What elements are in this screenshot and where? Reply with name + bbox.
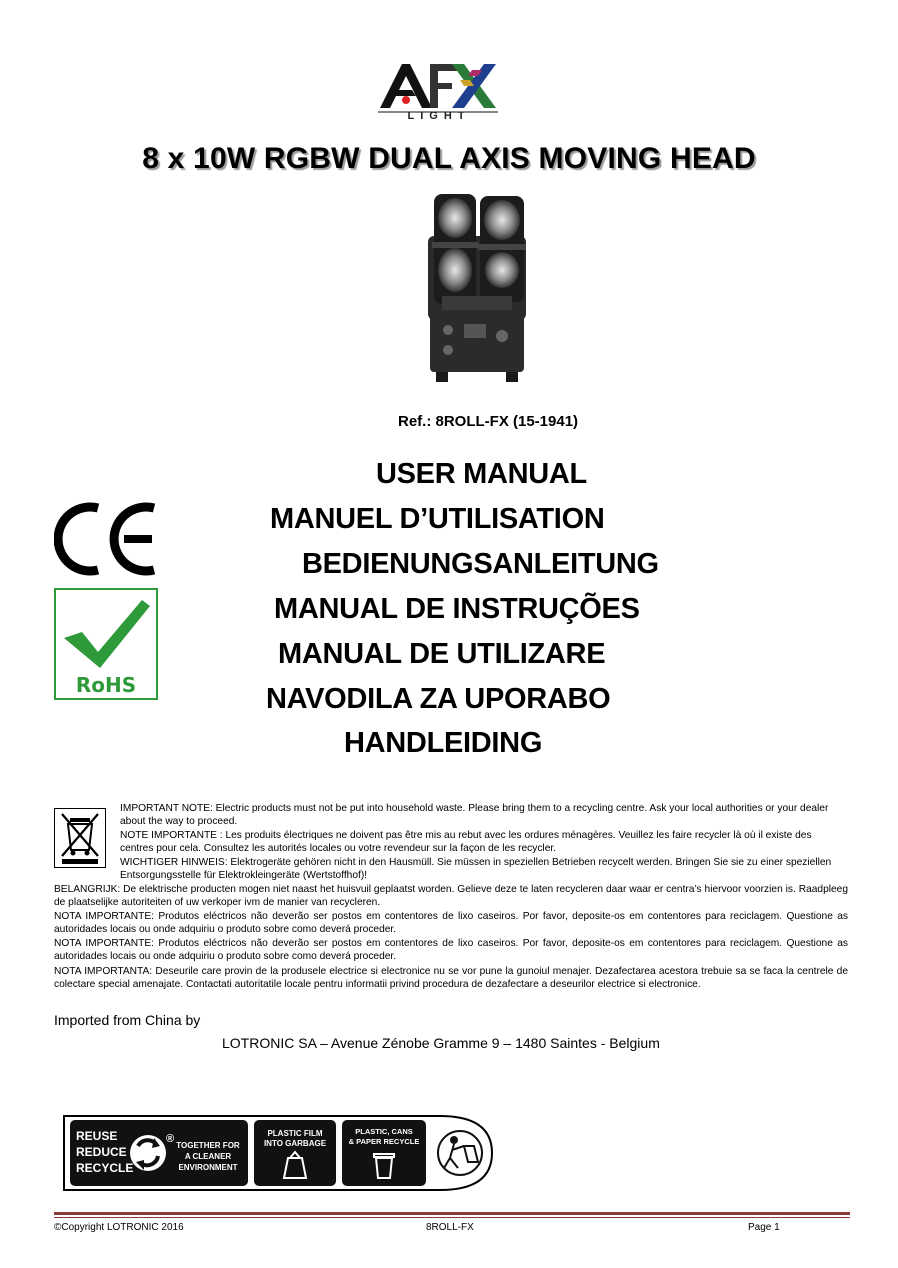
logo-subtext: LIGHT: [407, 110, 471, 122]
registered-mark: ®: [166, 1133, 175, 1145]
manual-title-de: BEDIENUNGSANLEITUNG: [302, 548, 659, 580]
reuse-label: REUSE: [76, 1129, 118, 1143]
reference-number: Ref.: 8ROLL-FX (15-1941): [398, 413, 579, 430]
manual-title-nl: HANDLEIDING: [344, 727, 543, 759]
plastic-film-line-1: PLASTIC FILM: [267, 1129, 323, 1138]
product-photo: [418, 190, 536, 384]
manual-title-sl: NAVODILA ZA UPORABO: [266, 683, 611, 715]
weee-crossed-bin-icon: [54, 808, 106, 868]
note-fr: NOTE IMPORTANTE : Les produits électriques ne doivent pas être mis au rebut avec les ordures ménagères. Veuillez les faire recycler là où il existe des centres pour cela. Consultez les autorités locales ou votre revendeur sur la façon de les recycler.: [120, 830, 812, 855]
recycle-label: RECYCLE: [76, 1161, 134, 1175]
company-address: LOTRONIC SA – Avenue Zénobe Gramme 9 – 1480 Saintes - Belgium: [222, 1035, 660, 1051]
footer-copyright: ©Copyright LOTRONIC 2016: [54, 1222, 184, 1233]
manual-title-fr: MANUEL D’UTILISATION: [270, 503, 605, 535]
slogan-line-3: ENVIRONMENT: [178, 1163, 238, 1172]
rohs-mark-icon: [54, 588, 158, 700]
footer-rule-thick: [54, 1212, 850, 1215]
note-de: WICHTIGER HINWEIS: Elektrogeräte gehören nicht in den Hausmüll. Sie müssen in speziellen Betrieben recycelt werden. Bringen Sie sie zu einer speziellen Entsorgungsstelle für Elektrokleingeräte (Wertstoffhof)!: [120, 857, 832, 882]
cans-line-2: & PAPER RECYCLE: [348, 1137, 420, 1146]
reduce-label: REDUCE: [76, 1145, 127, 1159]
manual-title-en: USER MANUAL: [376, 458, 587, 490]
ce-mark-icon: [54, 500, 164, 578]
note-ro: NOTA IMPORTANTA: Deseurile care provin de la produsele electrice si electronice nu se vor pune la gunoiul menajer. Dezafectarea acestora trebuie sa se faca la centrele de colectare special amenajate. Contactati autoritatile locale pentru informatii privind procedura de dezafectare a deseurilor electrice si electronice.: [54, 966, 848, 991]
afx-light-logo: [376, 56, 500, 122]
footer-model: 8ROLL-FX: [426, 1222, 474, 1233]
note-nl: BELANGRIJK: De elektrische producten mogen niet naast het huisvuil geplaatst worden. Gelieve deze te laten recycleren daar waar er centra’s hiervoor voorzien is. Raadpleeg de plaatselijke autoriteiten of uw verkoper ivm de manier van recycleren.: [54, 884, 848, 909]
slogan-line-2: A CLEANER: [184, 1152, 232, 1161]
main-title: 8 x 10W RGBW DUAL AXIS MOVING HEAD: [142, 142, 756, 175]
cans-line-1: PLASTIC, CANS: [355, 1127, 413, 1136]
note-pt-1: NOTA IMPORTANTE: Produtos eléctricos não deverão ser postos em contentores de lixo caseiros. Por favor, deposite-os em contentores para reciclagem. Questione as autoridades locais ou onde adquiriu o produto sobre como deverá proceder.: [54, 911, 848, 936]
slogan-line-1: TOGETHER FOR: [176, 1141, 240, 1150]
note-pt-2: NOTA IMPORTANTE: Produtos eléctricos não deverão ser postos em contentores de lixo caseiros. Por favor, deposite-os em contentores para reciclagem. Questione as autoridades locais ou onde adquiriu o produto sobre como deverá proceder.: [54, 938, 848, 963]
manual-title-ro: MANUAL DE UTILIZARE: [278, 638, 606, 670]
rohs-label: RoHS: [75, 673, 137, 697]
imported-from-text: Imported from China by: [54, 1012, 201, 1028]
note-en: IMPORTANT NOTE: Electric products must not be put into household waste. Please bring them to a recycling centre. Ask your local authorities or your dealer about the way to proceed.: [120, 803, 829, 828]
recycling-info-bar: [60, 1112, 494, 1194]
moving-head-image: [418, 190, 536, 384]
manual-title-pt: MANUAL DE INSTRUÇÕES: [274, 593, 640, 625]
footer-rule-thin: [54, 1217, 850, 1218]
plastic-film-line-2: INTO GARBAGE: [263, 1139, 327, 1148]
recycle-arrows-icon: [130, 1135, 166, 1171]
footer-page-number: Page 1: [748, 1222, 780, 1233]
